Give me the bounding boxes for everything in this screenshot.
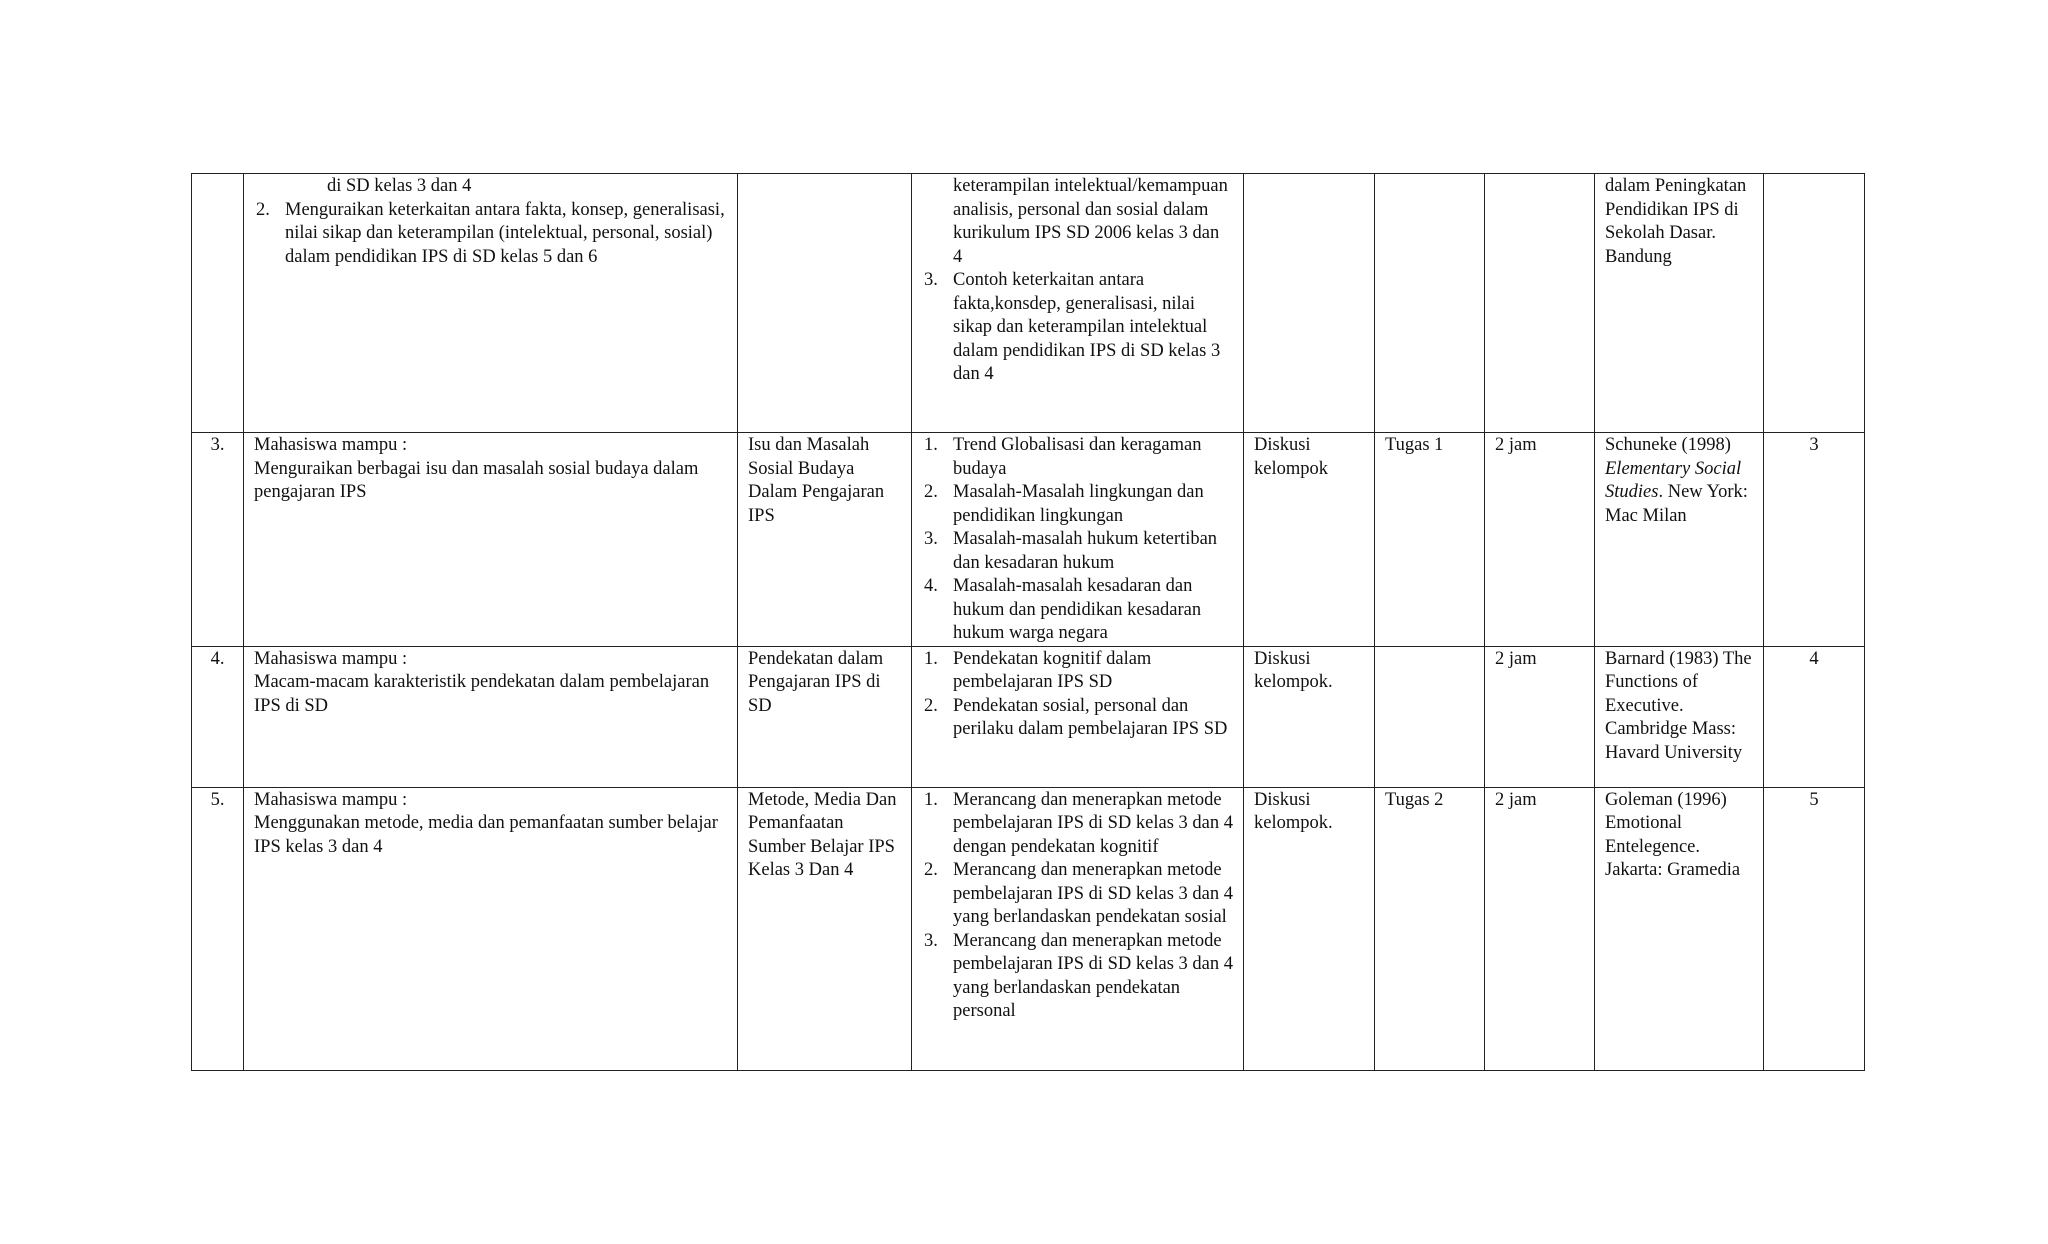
list-number: 3.	[924, 270, 938, 290]
material-cell	[912, 646, 1244, 787]
reference-title: Elementary Social Studies	[1605, 458, 1742, 502]
method-cell: Diskusi kelompok	[1244, 433, 1375, 647]
material-list	[922, 434, 1233, 646]
row-number	[192, 174, 244, 433]
list-text: Merancang dan menerapkan metode pembelajaran IPS di SD kelas 3 dan 4 dengan pendekatan kognitif	[953, 789, 1234, 857]
list-number: 2.	[924, 860, 938, 880]
row-number: 3.	[192, 433, 244, 647]
list-text: Masalah-Masalah lingkungan dan pendidikan lingkungan	[953, 482, 1204, 526]
list-item	[922, 789, 1233, 860]
objective-heading: Mahasiswa mampu :	[254, 648, 408, 669]
objective-text: Menguraikan berbagai isu dan masalah sosial budaya dalam pengajaran IPS	[254, 458, 699, 502]
list-number: 3.	[924, 529, 938, 549]
objective-cell	[244, 174, 738, 433]
reference-publisher: . New York: Mac Milan	[1605, 482, 1748, 526]
objective-text: Macam-macam karakteristik pendekatan dalam pembelajaran IPS di SD	[254, 672, 710, 716]
list-number: 2.	[256, 199, 270, 220]
list-item	[922, 481, 1233, 528]
material-list	[922, 648, 1233, 742]
list-text: Menguraikan keterkaitan antara fakta, konsep, generalisasi, nilai sikap dan keterampilan (intelektual, personal, sosial) dalam pendidikan IPS di SD kelas 5 dan 6	[285, 199, 725, 267]
table-row	[192, 646, 1865, 787]
material-list	[922, 269, 1233, 387]
list-item	[922, 269, 1233, 387]
list-item	[922, 528, 1233, 575]
time-cell: 2 jam	[1485, 787, 1595, 1070]
list-text: Pendekatan sosial, personal dan perilaku dalam pembelajaran IPS SD	[953, 695, 1228, 739]
syllabus-table	[191, 173, 1865, 1071]
material-list	[922, 789, 1233, 1024]
objective-heading: Mahasiswa mampu :	[254, 435, 408, 455]
reference-cell: Goleman (1996) Emotional Entelegence. Jakarta: Gramedia	[1595, 787, 1764, 1070]
row-number: 4.	[192, 646, 244, 787]
list-number: 3.	[924, 930, 938, 951]
task-cell	[1375, 646, 1485, 787]
material-continuation: keterampilan intelektual/kemampuan analisis, personal dan sosial dalam kurikulum IPS SD 2006 kelas 3 dan 4	[953, 176, 1228, 267]
topic-cell	[738, 174, 912, 433]
list-item	[922, 859, 1233, 930]
list-number: 1.	[924, 435, 938, 455]
week-cell	[1764, 174, 1865, 433]
objective-continuation: di SD kelas 3 dan 4	[327, 176, 472, 196]
list-item	[922, 575, 1233, 646]
list-item	[922, 434, 1233, 481]
reference-cell	[1595, 433, 1764, 647]
reference-cell: Barnard (1983) The Functions of Executive. Cambridge Mass: Havard University	[1595, 646, 1764, 787]
time-cell: 2 jam	[1485, 433, 1595, 647]
objective-cell	[244, 433, 738, 647]
objective-cell	[244, 646, 738, 787]
objective-heading: Mahasiswa mampu :	[254, 789, 408, 810]
list-item	[922, 648, 1233, 695]
table-row	[192, 174, 1865, 433]
week-cell: 3	[1764, 433, 1865, 647]
topic-cell: Pendekatan dalam Pengajaran IPS di SD	[738, 646, 912, 787]
time-cell	[1485, 174, 1595, 433]
list-item	[922, 930, 1233, 1024]
task-cell: Tugas 1	[1375, 433, 1485, 647]
reference-author: Schuneke (1998)	[1605, 435, 1731, 455]
method-cell	[1244, 174, 1375, 433]
list-text: Merancang dan menerapkan metode pembelajaran IPS di SD kelas 3 dan 4 yang berlandaskan pendekatan personal	[953, 930, 1234, 1021]
week-cell: 4	[1764, 646, 1865, 787]
topic-cell: Isu dan Masalah Sosial Budaya Dalam Pengajaran IPS	[738, 433, 912, 647]
list-item	[254, 199, 727, 270]
list-item	[922, 695, 1233, 742]
list-text: Contoh keterkaitan antara fakta,konsdep, generalisasi, nilai sikap dan keterampilan intelektual dalam pendidikan IPS di SD kelas 3 dan 4	[953, 270, 1221, 384]
task-cell: Tugas 2	[1375, 787, 1485, 1070]
material-cell	[912, 787, 1244, 1070]
list-number: 2.	[924, 695, 938, 716]
objective-text: Menggunakan metode, media dan pemanfaatan sumber belajar IPS kelas 3 dan 4	[254, 813, 718, 857]
list-text: Trend Globalisasi dan keragaman budaya	[953, 435, 1202, 479]
time-cell: 2 jam	[1485, 646, 1595, 787]
list-number: 1.	[924, 789, 938, 810]
table-row	[192, 433, 1865, 647]
row-number: 5.	[192, 787, 244, 1070]
list-text: Merancang dan menerapkan metode pembelajaran IPS di SD kelas 3 dan 4 yang berlandaskan pendekatan sosial	[953, 860, 1234, 927]
reference-cell: dalam Peningkatan Pendidikan IPS di Sekolah Dasar. Bandung	[1595, 174, 1764, 433]
method-cell: Diskusi kelompok.	[1244, 646, 1375, 787]
week-cell: 5	[1764, 787, 1865, 1070]
material-cell	[912, 433, 1244, 647]
table-row	[192, 787, 1865, 1070]
task-cell	[1375, 174, 1485, 433]
objective-list	[254, 199, 727, 270]
list-text: Masalah-masalah hukum ketertiban dan kesadaran hukum	[953, 529, 1218, 573]
list-text: Pendekatan kognitif dalam pembelajaran IPS SD	[953, 648, 1152, 692]
list-number: 2.	[924, 482, 938, 502]
material-cell	[912, 174, 1244, 433]
method-cell: Diskusi kelompok.	[1244, 787, 1375, 1070]
list-text: Masalah-masalah kesadaran dan hukum dan pendidikan kesadaran hukum warga negara	[953, 576, 1202, 643]
topic-cell: Metode, Media Dan Pemanfaatan Sumber Belajar IPS Kelas 3 Dan 4	[738, 787, 912, 1070]
list-number: 1.	[924, 648, 938, 669]
list-number: 4.	[924, 576, 938, 596]
objective-cell	[244, 787, 738, 1070]
